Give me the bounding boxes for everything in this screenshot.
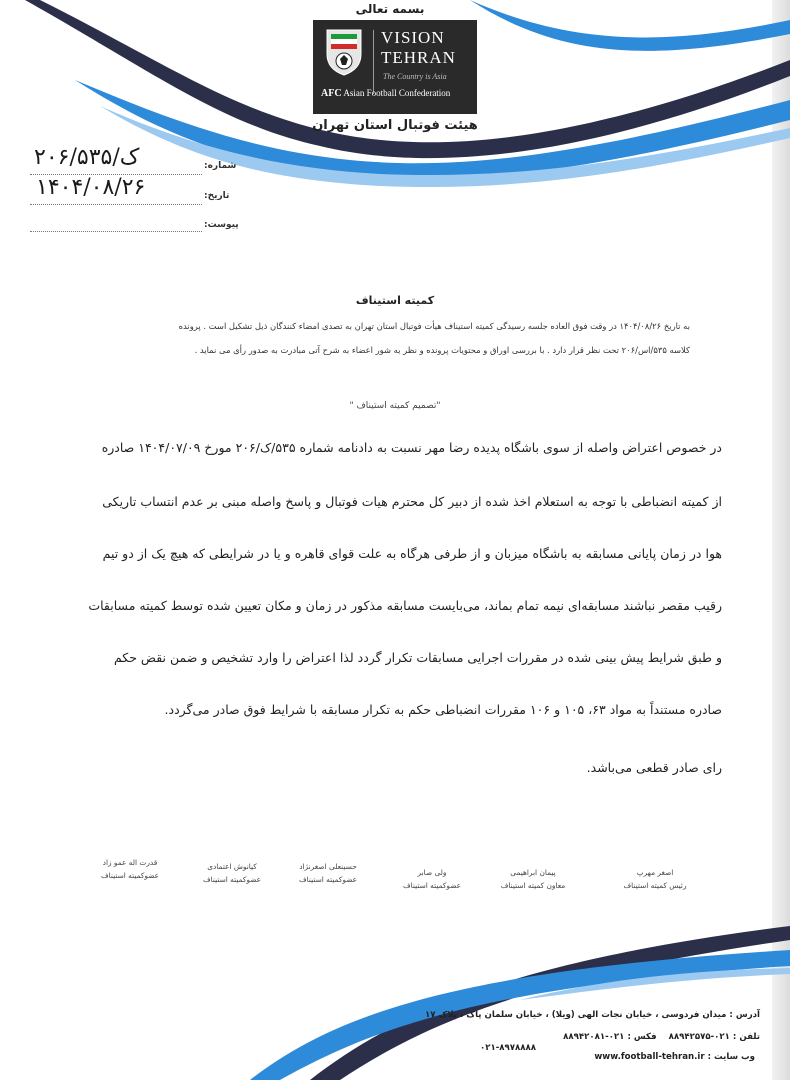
signatory-6 xyxy=(80,856,180,882)
handwritten-number: ۲۰۶/ک/۵۳۵ xyxy=(34,145,140,170)
vision-tehran-logo xyxy=(313,20,477,114)
logo-divider xyxy=(373,30,374,94)
afc-mark: AFC xyxy=(321,88,342,99)
attachment-label: پیوست: xyxy=(204,220,239,230)
signatory-5 xyxy=(182,860,282,886)
body-line-7: رای صادر قطعی می‌باشد. xyxy=(586,760,722,775)
signatory-role: عضوکمیته استیناف xyxy=(298,875,358,884)
body-line-2: از کمیته انضباطی با توجه به استعلام اخذ شده از دبیر کل محترم هیات فوتبال و پاسخ واصله مبنی بر عدم انتساب تاریکی xyxy=(102,494,722,509)
signatory-name: ولی صابر xyxy=(417,868,447,877)
signatory-4 xyxy=(276,860,380,886)
body-line-3: هوا در زمان پایانی مسابقه به باشگاه میزبان و از طرفی هرگاه به علت قوای قاهره و یا در شرایطی که هیچ یک از دو تیم xyxy=(102,546,722,561)
signatory-role: عضوکمیته استیناف xyxy=(402,881,462,890)
logo-wordmark xyxy=(381,28,473,68)
signatory-role: رئیس کمیته استیناف xyxy=(623,881,687,890)
fax-value: ۰۲۱-۸۸۹۴۲۰۸۱ xyxy=(563,1032,625,1042)
signatory-1 xyxy=(600,866,710,892)
footer-phone-row xyxy=(470,1032,760,1042)
signatory-role: عضوکمیته استیناف xyxy=(202,875,262,884)
signatory-2 xyxy=(478,866,588,892)
footer-website-row xyxy=(500,1052,755,1062)
website-label: وب سایت : xyxy=(707,1052,755,1062)
body-line-5: و طبق شرایط پیش بینی شده در مقررات اجرایی مسابقات تکرار گردد لذا اعتراض را وارد تشخیص و ضمن نقض حکم xyxy=(113,650,722,665)
iran-football-emblem-icon xyxy=(325,28,363,76)
signatory-name: حسینعلی اصغرنژاد xyxy=(299,862,357,871)
signatory-name: اصغر مهرپ xyxy=(636,868,674,877)
afc-text: Asian Football Confederation xyxy=(343,88,451,98)
number-label: شماره: xyxy=(204,161,237,171)
signatory-3 xyxy=(382,866,482,892)
body-line-4: رقیب مقصر نباشند مسابقه‌ای نیمه تمام بماند، می‌بایست مسابقه مذکور در زمان و مکان تعیین شده توسط کمیته مسابقات xyxy=(88,598,722,613)
afc-line xyxy=(321,88,471,99)
footer-address: آدرس : میدان فردوسی ، خیابان نجات الهی (ویلا) ، خیابان سلمان پاک ، پلاک ۱۷ xyxy=(424,1010,760,1020)
decision-heading: "تصمیم کمیته استیناف " xyxy=(349,401,441,411)
bismillah: بسمه تعالی xyxy=(355,2,425,16)
signatory-role: معاون کمیته استیناف xyxy=(500,881,566,890)
signatory-name: کیانوش اعتمادی xyxy=(207,862,257,871)
website-link[interactable]: www.football-tehran.ir xyxy=(594,1052,705,1062)
handwritten-date: ۱۴۰۴/۰۸/۲۶ xyxy=(36,175,146,200)
logo-line-tehran: TEHRAN xyxy=(381,48,456,67)
phone-label: تلفن : xyxy=(732,1032,760,1042)
intro-line-1: به تاریخ ۱۴۰۴/۰۸/۲۶ در وقت فوق العاده جلسه رسیدگی کمیته استیناف هیأت فوتبال استان تهران به تصدی امضاء کنندگان ذیل تشکیل است . پرونده xyxy=(178,321,690,331)
attachment-line xyxy=(30,231,202,232)
fax-label: فکس : xyxy=(627,1032,657,1042)
signatory-name: قدرت اله عمو زاد xyxy=(102,858,158,867)
organization-name: هیئت فوتبال استان تهران xyxy=(312,118,478,133)
body-line-6: صادره مستنداً به مواد ۶۳، ۱۰۵ و ۱۰۶ مقررات انضباطی حکم به تکرار مسابقه با شرایط فوق صادر می‌گردد. xyxy=(164,702,722,717)
body-line-1: در خصوص اعتراض واصله از سوی باشگاه پدیده رضا مهر نسبت به دادنامه شماره ۵۳۵/ک/۲۰۶ مورخ ۱۴۰۴/۰۷/۰۹ صادره xyxy=(101,440,722,455)
intro-line-2: کلاسه ۵۳۵/اس/۲۰۶ تحت نظر قرار دارد . با بررسی اوراق و محتویات پرونده و نظر به شور اعضاء به شرح آتی مبادرت به صدور رأی می نماید . xyxy=(194,345,690,355)
phone2-value: ۰۲۱-۸۹۷۸۸۸۸ xyxy=(480,1043,537,1053)
date-label: تاریخ: xyxy=(204,191,230,201)
signatory-role: عضوکمیته استیناف xyxy=(100,871,160,880)
signatory-name: پیمان ابراهیمی xyxy=(510,868,556,877)
committee-title: کمیته استیناف xyxy=(355,294,435,307)
logo-tagline: The Country is Asia xyxy=(383,72,447,81)
logo-line-vision: VISION xyxy=(381,28,445,47)
phone-value[interactable]: ۰۲۱-۸۸۹۴۲۵۷۵ xyxy=(668,1032,730,1042)
date-line xyxy=(30,204,202,205)
